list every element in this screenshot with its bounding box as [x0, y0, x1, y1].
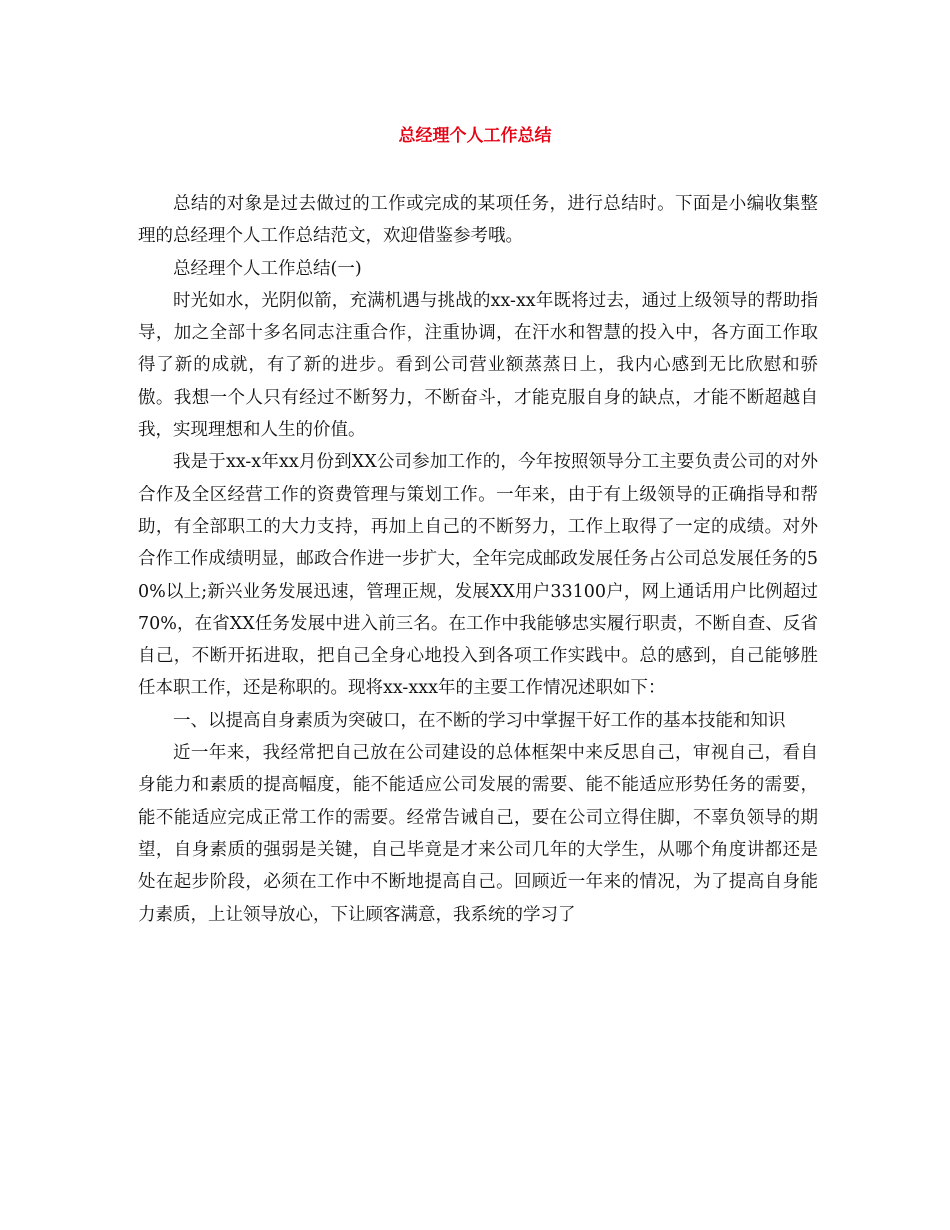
paragraph-duties: 我是于xx-x年xx月份到XX公司参加工作的，今年按照领导分工主要负责公司的对外合作及全区经营工作的资费管理与策划工作。一年来，由于有上级领导的正确指导和帮助，有全部职工的大力支持，再加上自己的不断努力，工作上取得了一定的成绩。对外合作工作成绩明显，邮政合作进一步扩大，全年完成邮政发展任务占公司总发展任务的50%以上;新兴业务发展迅速，管理正规，发展XX用户33100户，网上通话用户比例超过70%，在省XX任务发展中进入前三名。在工作中我能够忠实履行职责，不断自查、反省自己，不断开拓进取，把自己全身心地投入到各项工作实践中。总的感到，自己能够胜任本职工作，还是称职的。现将xx-xxx年的主要工作情况述职如下：: [138, 452, 818, 699]
paragraph-opening: 时光如水，光阴似箭，充满机遇与挑战的xx-xx年既将过去，通过上级领导的帮助指导，加之全部十多名同志注重合作，注重协调，在汗水和智慧的投入中，各方面工作取得了新的成就，有了新的进步。看到公司营业额蒸蒸日上，我内心感到无比欣慰和骄傲。我想一个人只有经过不断努力，不断奋斗，才能克服自身的缺点，才能不断超越自我，实现理想和人生的价值。: [138, 290, 818, 441]
document-title: 总经理个人工作总结: [398, 126, 552, 146]
section-heading: 总经理个人工作总结(一): [173, 258, 362, 279]
subsection-heading-1: 一、以提高自身素质为突破口，在不断的学习中掌握干好工作的基本技能和知识: [173, 710, 786, 731]
paragraph-self-improvement: 近一年来，我经常把自己放在公司建设的总体框架中来反思自己，审视自己，看自身能力和素质的提高幅度，能不能适应公司发展的需要、能不能适应形势任务的需要，能不能适应完成正常工作的需要。经常告诫自己，要在公司立得住脚，不辜负领导的期望，自身素质的强弱是关键，自己毕竟是才来公司几年的大学生，从哪个角度讲都还是处在起步阶段，必须在工作中不断地提高自己。回顾近一年来的情况，为了提高自身能力素质，上让领导放心，下让顾客满意，我系统的学习了: [138, 743, 818, 925]
document-body: [138, 188, 818, 931]
paragraph-intro: 总结的对象是过去做过的工作或完成的某项任务，进行总结时。下面是小编收集整理的总经理个人工作总结范文，欢迎借鉴参考哦。: [138, 194, 818, 247]
